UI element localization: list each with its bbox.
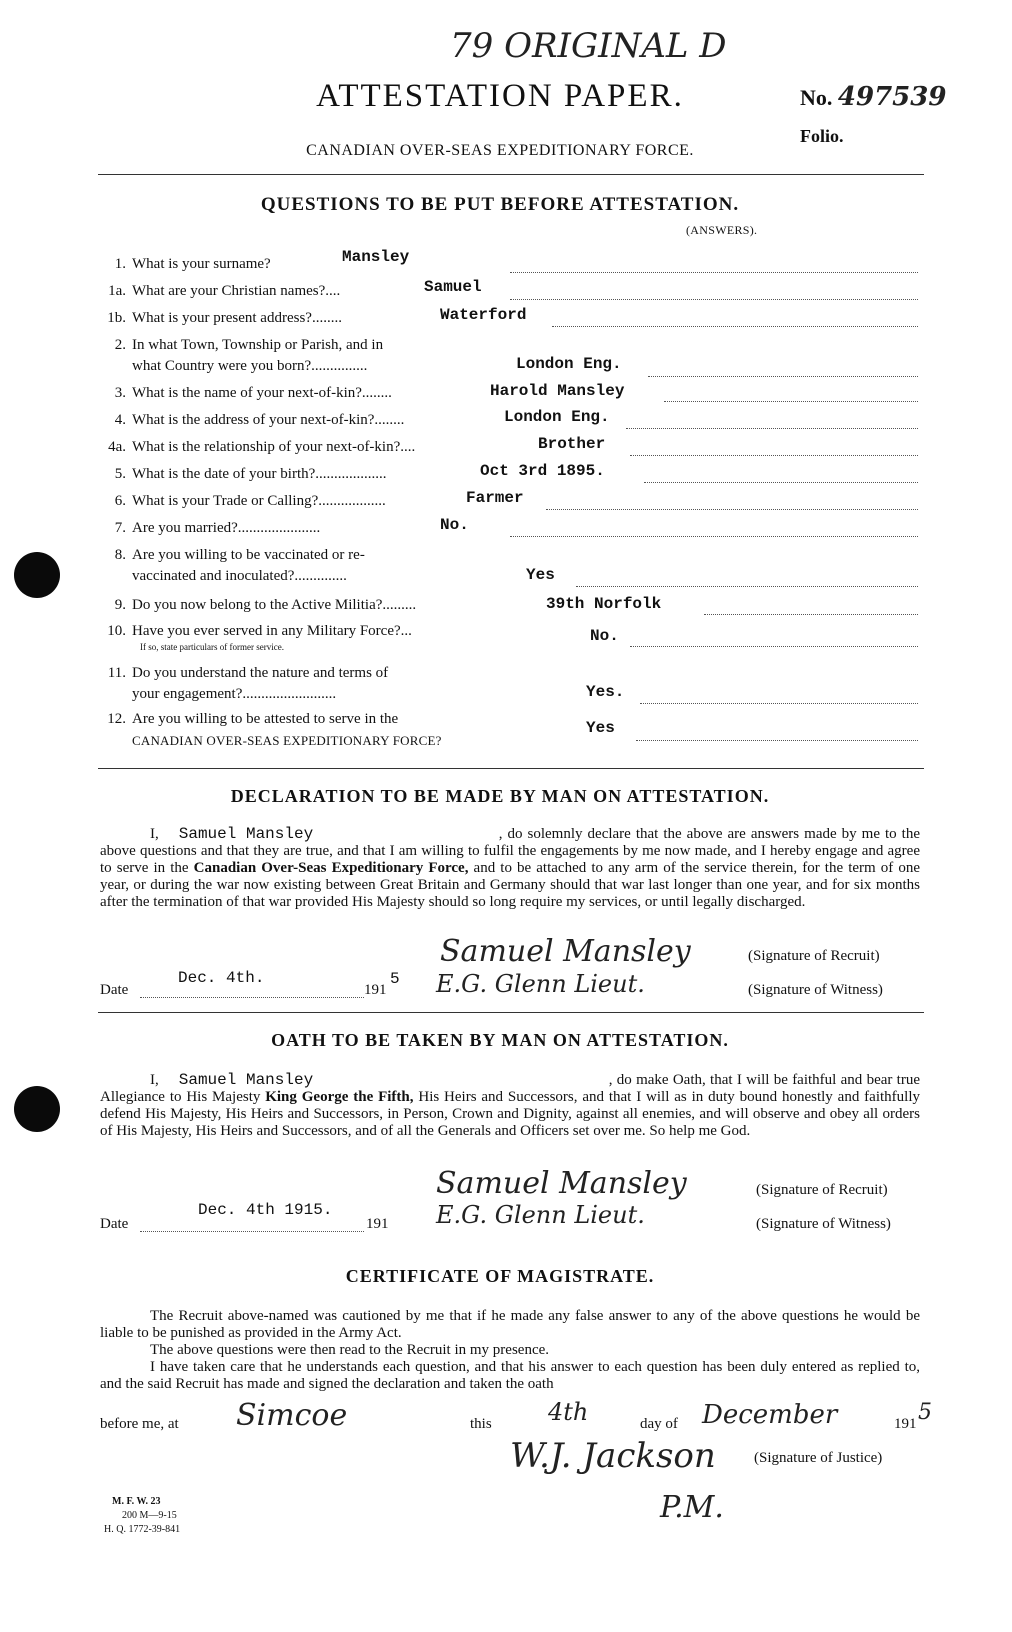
- answer-understand-terms: Yes.: [586, 683, 625, 701]
- question-text: What is the relationship of your next-of-kin?....: [132, 439, 416, 455]
- question-6: [100, 491, 520, 512]
- number-prefix: No.: [800, 85, 833, 110]
- question-5: [100, 464, 520, 485]
- question-text: Are you willing to be vaccinated or re-: [132, 547, 365, 563]
- form-code-line-1: M. F. W. 23: [112, 1496, 161, 1507]
- answer-line: [648, 376, 918, 377]
- magistrate-text: [100, 1308, 920, 1393]
- answer-military-service: No.: [590, 627, 619, 645]
- answer-vaccinated: Yes: [526, 566, 555, 584]
- question-text: What is your present address?........: [132, 310, 342, 326]
- declaration-text-1: , do solemnly declare that the above are answers made by me to the above questions and that they are true, and that I am willing to fulfil the engagements by me now made, and I hereby engage and agree to serve in the: [100, 826, 920, 876]
- oath-king: King George the Fifth,: [265, 1089, 414, 1105]
- declaration-year-prefix: 191: [364, 982, 387, 998]
- question-text: Are you married?......................: [132, 520, 321, 536]
- questions-divider: [98, 768, 924, 769]
- answer-next-of-kin-name: Harold Mansley: [490, 382, 625, 400]
- punch-hole-top: [14, 552, 60, 598]
- oath-text-1: , do make Oath, that I will be faithful and bear true Allegiance to His Majesty: [100, 1072, 920, 1105]
- answer-present-address: Waterford: [440, 306, 527, 324]
- oath-i: I,: [150, 1072, 159, 1088]
- question-2: [100, 335, 520, 377]
- answer-line: [576, 586, 918, 587]
- punch-hole-bottom: [14, 1086, 60, 1132]
- declaration-divider: [98, 1012, 924, 1013]
- question-text-cont: your engagement?.........................: [132, 686, 337, 702]
- answer-willing-to-serve: Yes: [586, 719, 615, 737]
- question-text: What is the date of your birth?...................: [132, 466, 387, 482]
- declaration-recruit-signature: Samuel Mansley: [440, 934, 691, 969]
- declaration-i: I,: [150, 826, 159, 842]
- answer-line: [704, 614, 918, 615]
- oath-date-line: [140, 1231, 364, 1232]
- question-text: Do you now belong to the Active Militia?.........: [132, 597, 417, 613]
- question-3: [100, 383, 520, 404]
- question-8: [100, 545, 520, 587]
- oath-year-prefix: 191: [366, 1216, 389, 1232]
- document-title: ATTESTATION PAPER.: [316, 78, 684, 114]
- declaration-title: DECLARATION TO BE MADE BY MAN ON ATTESTATION.: [230, 786, 770, 806]
- answer-line: [552, 326, 918, 327]
- question-note: If so, state particulars of former service.: [140, 642, 284, 652]
- question-number: 8.: [114, 547, 126, 563]
- answer-active-militia: 39th Norfolk: [546, 595, 662, 613]
- magistrate-year-prefix: 191: [894, 1416, 917, 1432]
- question-number: 12.: [107, 711, 126, 727]
- answers-label: (ANSWERS).: [686, 223, 758, 237]
- question-text-cont: vaccinated and inoculated?..............: [132, 568, 347, 584]
- regimental-number: 497539: [837, 82, 947, 112]
- original-stamp: 79 ORIGINAL D: [450, 26, 727, 66]
- answer-line: [510, 272, 918, 273]
- answer-line: [664, 401, 918, 402]
- answer-line: [644, 482, 918, 483]
- question-number: 10.: [107, 623, 126, 639]
- magistrate-p3: I have taken care that he understands each question, and that his answer to each question has been duly entered as replied to, and the said Recruit has made and signed the declaration and taken the oath: [100, 1359, 920, 1392]
- questions-title: QUESTIONS TO BE PUT BEFORE ATTESTATION.: [260, 194, 740, 215]
- oath-witness-signature: E.G. Glenn Lieut.: [436, 1201, 645, 1229]
- magistrate-p2: The above questions were then read to the Recruit in my presence.: [150, 1342, 550, 1358]
- question-text: What is your surname?: [132, 256, 271, 272]
- answer-line: [630, 455, 918, 456]
- this-label: this: [470, 1416, 492, 1432]
- answer-line: [636, 740, 918, 741]
- number-label: [800, 82, 946, 112]
- folio-label: Folio.: [800, 126, 844, 146]
- question-text: In what Town, Township or Parish, and in: [132, 337, 384, 353]
- question-4: [100, 410, 520, 431]
- question-text-cont: what Country were you born?...............: [132, 358, 368, 374]
- declaration-name: Samuel Mansley: [178, 825, 314, 843]
- question-text: What is the address of your next-of-kin?........: [132, 412, 405, 428]
- question-number: 4.: [114, 412, 126, 428]
- justice-label: (Signature of Justice): [754, 1450, 883, 1466]
- question-11: [100, 663, 520, 705]
- before-me-label: before me, at: [100, 1416, 179, 1432]
- question-text: What is your Trade or Calling?..................: [132, 493, 386, 509]
- question-9: [100, 595, 520, 616]
- answer-line: [630, 646, 918, 647]
- question-text-cont: CANADIAN OVER-SEAS EXPEDITIONARY FORCE?: [132, 733, 442, 748]
- form-code-line-3: H. Q. 1772-39-841: [104, 1524, 181, 1535]
- oath-recruit-signature: Samuel Mansley: [436, 1166, 687, 1201]
- question-number: 2.: [114, 337, 126, 353]
- question-number: 11.: [107, 665, 126, 681]
- declaration-date-label: Date: [100, 982, 129, 998]
- answer-line: [510, 536, 918, 537]
- magistrate-day: 4th: [548, 1398, 589, 1426]
- declaration-text-2: and to be attached to any arm of the service therein, for the term of one year, or during the war now existing between Great Britain and Germany should that war last longer than one year, and for six months after the termination of that war provided His Majesty should so long require my services, or until legally discharged.: [100, 860, 921, 910]
- question-number: 9.: [114, 597, 126, 613]
- declaration-recruit-label: (Signature of Recruit): [748, 948, 880, 964]
- declaration-force: Canadian Over-Seas Expeditionary Force,: [193, 860, 469, 876]
- oath-date: Dec. 4th 1915.: [198, 1201, 333, 1219]
- answer-trade: Farmer: [466, 489, 524, 507]
- answer-line: [546, 509, 918, 510]
- magistrate-title: CERTIFICATE OF MAGISTRATE.: [345, 1266, 655, 1286]
- declaration-year-suffix: 5: [390, 970, 400, 988]
- justice-signature: W.J. Jackson: [510, 1436, 716, 1476]
- question-number: 1b.: [107, 310, 126, 326]
- question-text: What are your Christian names?....: [132, 283, 341, 299]
- form-code-line-2: 200 M—9-15: [122, 1510, 177, 1521]
- answer-next-of-kin-relationship: Brother: [538, 435, 606, 453]
- magistrate-place: Simcoe: [236, 1398, 348, 1433]
- answer-married: No.: [440, 516, 469, 534]
- question-text: Are you willing to be attested to serve in the: [132, 711, 399, 727]
- answer-line: [510, 299, 918, 300]
- oath-recruit-label: (Signature of Recruit): [756, 1182, 888, 1198]
- oath-witness-label: (Signature of Witness): [756, 1216, 891, 1232]
- answer-line: [640, 703, 918, 704]
- oath-title: OATH TO BE TAKEN BY MAN ON ATTESTATION.: [271, 1030, 729, 1050]
- question-4a: [100, 437, 520, 458]
- question-number: 1.: [114, 256, 126, 272]
- question-number: 7.: [114, 520, 126, 536]
- question-1: [100, 254, 520, 275]
- header-divider: [98, 174, 924, 175]
- question-number: 5.: [114, 466, 126, 482]
- question-12: [100, 709, 520, 751]
- question-text: Do you understand the nature and terms of: [132, 665, 389, 681]
- oath-name: Samuel Mansley: [178, 1071, 314, 1089]
- declaration-witness-label: (Signature of Witness): [748, 982, 883, 998]
- oath-text: [100, 1072, 920, 1140]
- answer-surname: Mansley: [342, 248, 410, 266]
- declaration-date-line: [140, 997, 364, 998]
- justice-suffix: P.M.: [660, 1490, 724, 1525]
- question-10: [100, 621, 520, 652]
- document-subtitle: CANADIAN OVER-SEAS EXPEDITIONARY FORCE.: [306, 142, 694, 159]
- oath-date-label: Date: [100, 1216, 129, 1232]
- oath-text-2: His Heirs and Successors, and that I will as in duty bound honestly and faithfully defend His Majesty, His Heirs and Successors, in Person, Crown and Dignity, against all enemies, and will observe and obey all orders of His Majesty, His Heirs and Successors, and of all the Generals and Officers set over me. So help me God.: [100, 1089, 920, 1139]
- day-of-label: day of: [640, 1416, 678, 1432]
- question-number: 6.: [114, 493, 126, 509]
- question-text: Have you ever served in any Military Force?...: [132, 623, 412, 639]
- answer-next-of-kin-address: London Eng.: [504, 408, 610, 426]
- question-number: 1a.: [108, 283, 126, 299]
- question-text: What is the name of your next-of-kin?........: [132, 385, 392, 401]
- question-number: 4a.: [108, 439, 126, 455]
- answer-line: [626, 428, 918, 429]
- answer-christian-names: Samuel: [424, 278, 482, 296]
- magistrate-p1: The Recruit above-named was cautioned by me that if he made any false answer to any of the above questions he would be liable to be punished as provided in the Army Act.: [100, 1308, 920, 1341]
- answer-birthplace: London Eng.: [516, 355, 622, 373]
- declaration-witness-signature: E.G. Glenn Lieut.: [436, 970, 645, 998]
- declaration-text: [100, 826, 920, 911]
- question-number: 3.: [114, 385, 126, 401]
- magistrate-year-suffix: 5: [918, 1400, 932, 1425]
- magistrate-month: December: [702, 1400, 838, 1430]
- declaration-date: Dec. 4th.: [178, 969, 265, 987]
- answer-date-of-birth: Oct 3rd 1895.: [480, 462, 605, 480]
